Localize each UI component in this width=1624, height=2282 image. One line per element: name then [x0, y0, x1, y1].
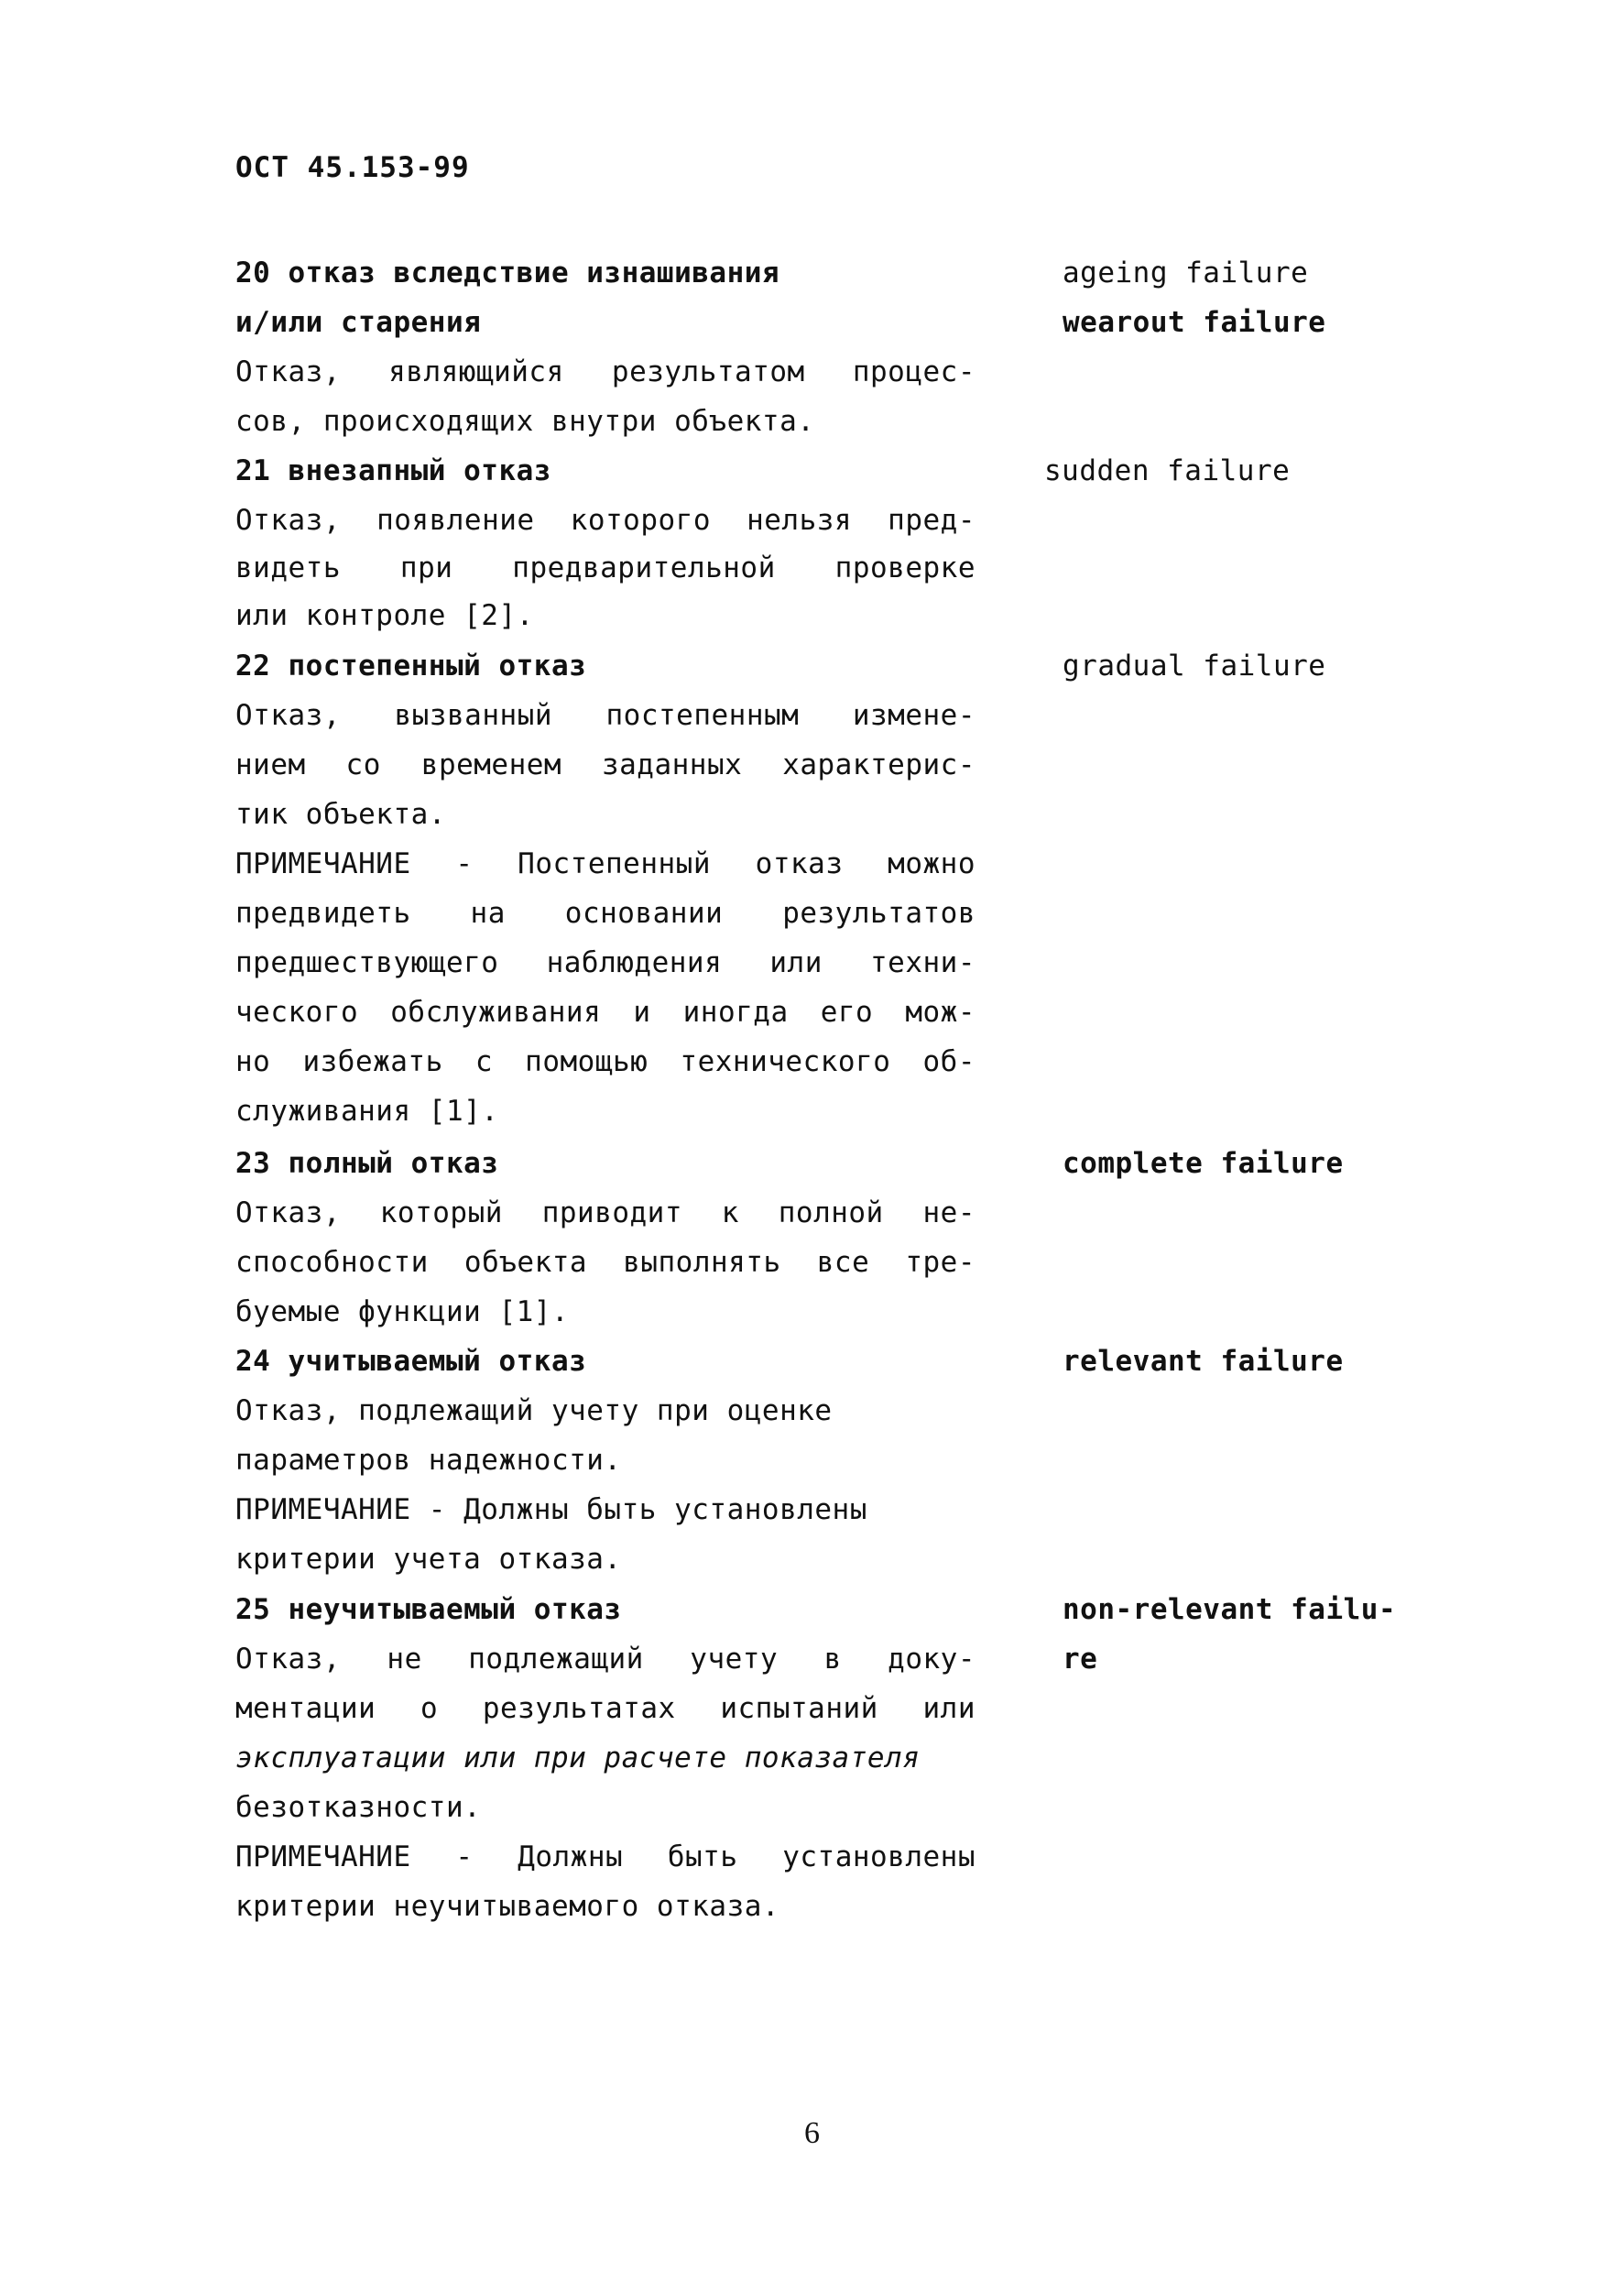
- term-25-note-line-2: критерии неучитываемого отказа.: [235, 1890, 780, 1923]
- term-22-note-line-5: но избежать с помощью технического об-: [235, 1045, 975, 1078]
- term-24-definition-line-2: параметров надежности.: [235, 1444, 622, 1477]
- term-22-definition-line-2: нием со временем заданных характерис-: [235, 748, 975, 781]
- term-24-note-line-1: ПРИМЕЧАНИЕ - Должны быть установлены: [235, 1493, 867, 1526]
- term-23-definition-line-1: Отказ, который приводит к полной не-: [235, 1196, 975, 1229]
- term-24-title: 24 учитываемый отказ: [235, 1345, 587, 1378]
- term-22-note-line-3: предшествующего наблюдения или техни-: [235, 946, 975, 979]
- term-24-en: relevant failure: [1063, 1345, 1344, 1378]
- term-20-en-line-2: wearout failure: [1063, 306, 1326, 339]
- term-22-en: gradual failure: [1063, 650, 1326, 682]
- term-22-definition-line-1: Отказ, вызванный постепенным измене-: [235, 699, 975, 732]
- term-22-note-line-1: ПРИМЕЧАНИЕ - Постепенный отказ можно: [235, 847, 975, 880]
- term-21-title: 21 внезапный отказ: [235, 454, 551, 487]
- term-22-definition-line-3: тик объекта.: [235, 798, 446, 831]
- term-25-definition-line-4: безотказности.: [235, 1791, 482, 1824]
- page-number: 6: [804, 2116, 820, 2150]
- document-header: ОСТ 45.153-99: [235, 151, 470, 184]
- term-24-note-line-2: критерии учета отказа.: [235, 1543, 622, 1576]
- term-23-en: complete failure: [1063, 1147, 1344, 1180]
- term-25-definition-line-2: ментации о результатах испытаний или: [235, 1692, 975, 1725]
- term-22-title: 22 постепенный отказ: [235, 650, 587, 682]
- term-21-definition-line-1: Отказ, появление которого нельзя пред-: [235, 504, 975, 537]
- term-22-note-line-6: служивания [1].: [235, 1095, 499, 1128]
- term-23-title: 23 полный отказ: [235, 1147, 499, 1180]
- term-21-en: sudden failure: [1044, 454, 1291, 487]
- term-20-definition-line-1: Отказ, являющийся результатом процес-: [235, 355, 975, 388]
- term-23-definition-line-3: буемые функции [1].: [235, 1295, 570, 1328]
- term-21-definition-line-2: видеть при предварительной проверке: [235, 551, 975, 584]
- term-20-definition-line-2: сов, происходящих внутри объекта.: [235, 405, 815, 438]
- term-22-note-line-2: предвидеть на основании результатов: [235, 897, 975, 930]
- term-25-note-line-1: ПРИМЕЧАНИЕ - Должны быть установлены: [235, 1840, 975, 1873]
- term-22-note-line-4: ческого обслуживания и иногда его мож-: [235, 996, 975, 1029]
- term-25-en-line-2: re: [1063, 1643, 1098, 1676]
- term-23-definition-line-2: способности объекта выполнять все тре-: [235, 1246, 975, 1279]
- term-25-definition-line-1: Отказ, не подлежащий учету в доку-: [235, 1643, 975, 1676]
- term-25-en-line-1: non-relevant failu-: [1063, 1593, 1397, 1626]
- term-20-title-line-2: и/или старения: [235, 306, 482, 339]
- term-20-title-line-1: 20 отказ вследствие изнашивания: [235, 257, 780, 289]
- term-24-definition-line-1: Отказ, подлежащий учету при оценке: [235, 1394, 833, 1427]
- term-20-en-line-1: ageing failure: [1063, 257, 1309, 289]
- term-21-definition-line-3: или контроле [2].: [235, 599, 534, 632]
- term-25-title: 25 неучитываемый отказ: [235, 1593, 622, 1626]
- term-25-definition-line-3: эксплуатации или при расчете показателя: [235, 1742, 921, 1774]
